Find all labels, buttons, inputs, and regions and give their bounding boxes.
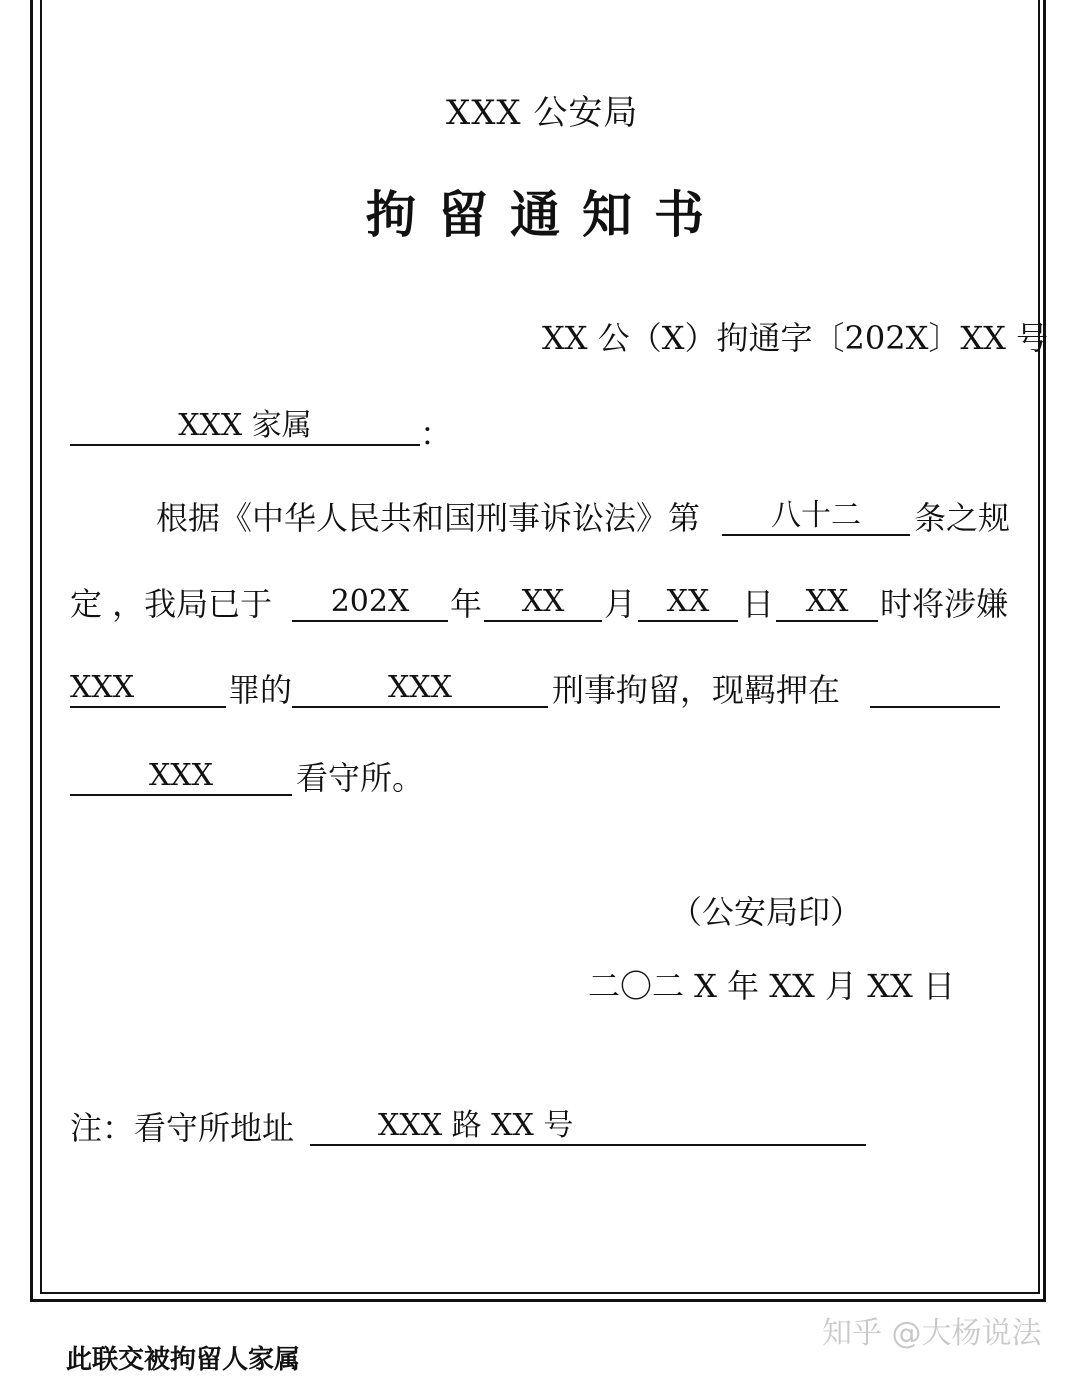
watermark: 知乎 @大杨说法 — [822, 1316, 1042, 1351]
document-title: 拘留通知书 — [366, 185, 726, 244]
recipient-colon: ： — [420, 415, 453, 453]
agency-name: XXX 公安局 — [446, 93, 639, 133]
month-field: XX — [484, 584, 602, 622]
note-address: XXX 路 XX 号 — [378, 1108, 574, 1143]
hour-field: XX — [776, 584, 878, 622]
body-line1-suffix: 条之规 — [914, 499, 1011, 537]
person-field: XXX — [292, 670, 548, 708]
body-line2-prefix: 定 ，我局已于 — [70, 585, 273, 623]
recipient-field: XXX 家属 — [70, 408, 420, 446]
note-address-field — [310, 1108, 866, 1146]
detention-blank-line — [870, 670, 1000, 708]
body-line2-suffix: 时将涉嫌 — [880, 585, 1009, 623]
year-label: 年 — [450, 585, 483, 623]
month-label: 月 — [604, 585, 637, 623]
year-field: 202X — [292, 584, 448, 622]
day-label: 日 — [742, 585, 775, 623]
note-label: 注：看守所地址 — [70, 1109, 295, 1147]
body-line1-prefix: 根据《中华人民共和国刑事诉讼法》第 — [156, 499, 701, 537]
seal-label: （公安局印） — [670, 893, 863, 931]
crime-label: 罪的 — [228, 671, 293, 709]
issue-date: 二〇二 X 年 XX 月 XX 日 — [588, 967, 955, 1005]
body-line4-suffix: 看守所。 — [296, 759, 425, 797]
body-line3-mid: 刑事拘留，现羁押在 — [552, 671, 841, 709]
article-field: 八十二 — [722, 498, 910, 536]
document-number: XX 公（X）拘通字〔202X〕XX 号 — [542, 319, 1049, 357]
detention-center-field: XXX — [70, 758, 292, 796]
crime-field: XXX — [70, 670, 226, 708]
day-field: XX — [638, 584, 738, 622]
copy-note: 此联交被拘留人家属 — [66, 1345, 301, 1375]
